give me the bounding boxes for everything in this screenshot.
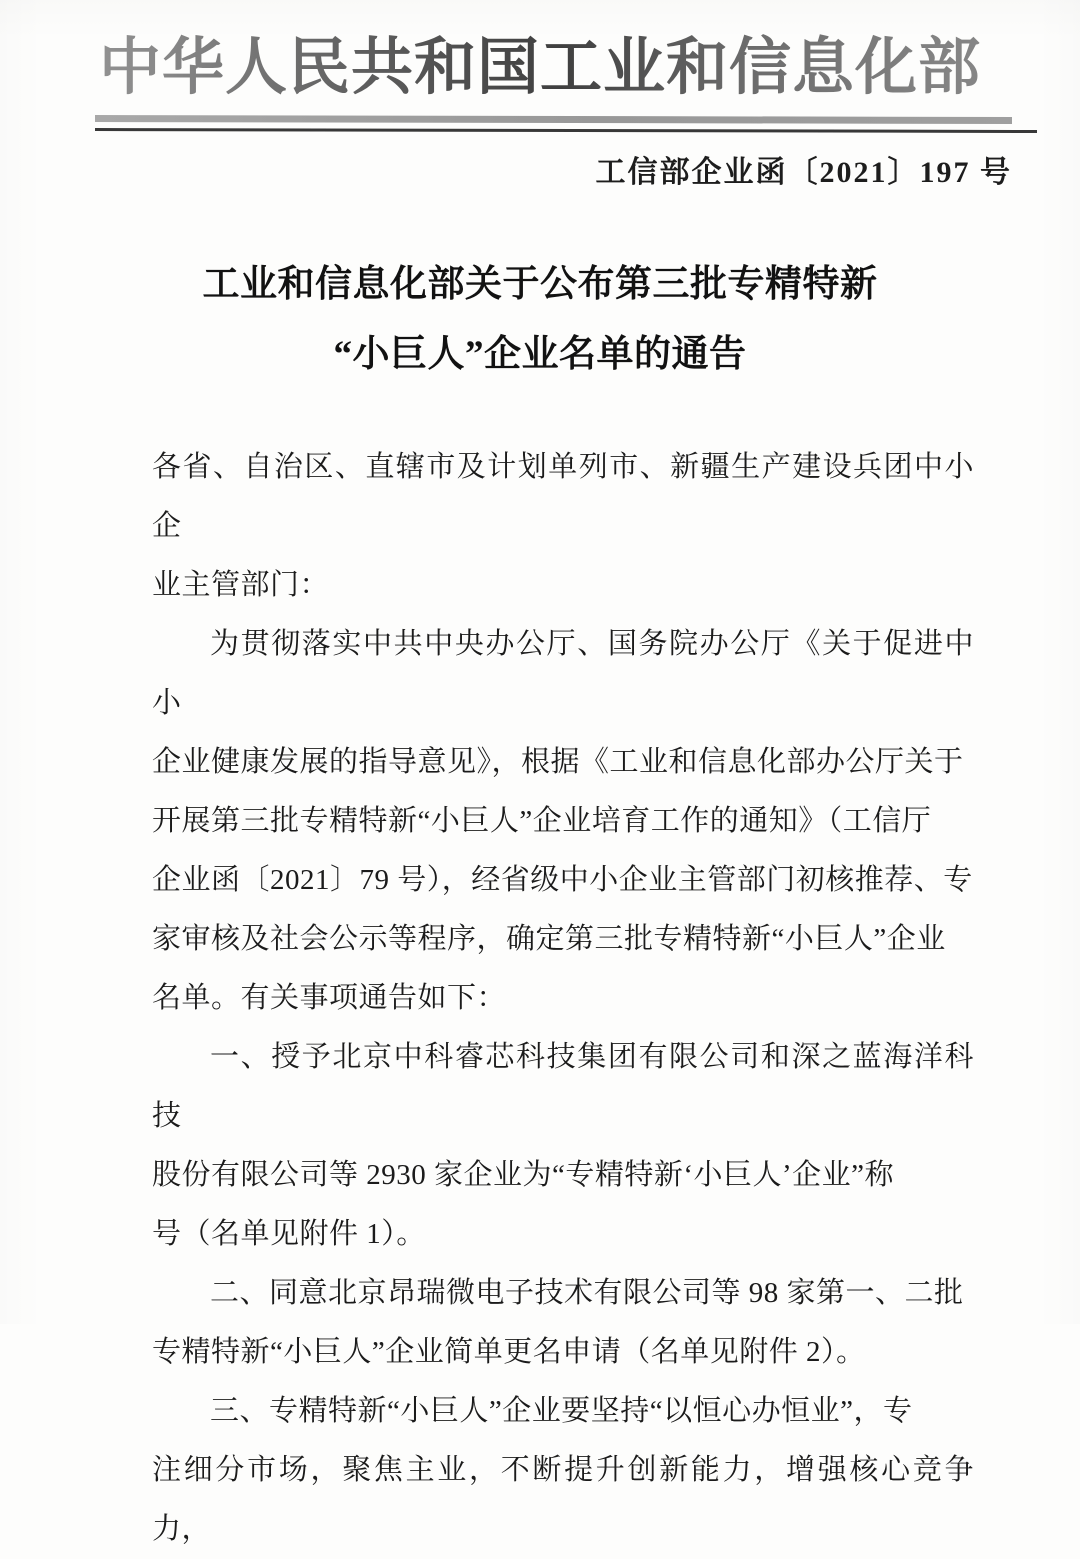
notice-body <box>152 438 974 1559</box>
letterhead-divider-thick <box>95 115 1012 124</box>
salutation-paragraph: 各省、自治区、直辖市及计划单列市、新疆生产建设兵团中小企 业主管部门： <box>152 451 974 601</box>
doc-number: 工信部企业函〔2021〕197 号 <box>595 156 1012 189</box>
letterhead-org-name: 中华人民共和国工业和信息化部 <box>0 24 1080 112</box>
intro-paragraph: 为贯彻落实中共中央办公厅、国务院办公厅《关于促进中小 企业健康发展的指导意见》，根据《工业和信息化部办公厅关于 开展第三批专精特新“小巨人”企业培育工作的通知》（工信厅 企业函〔2021〕79 号），经省级中小企业主管部门初核推荐、专 家审核及社会公示等程序，确定第三批专精特新“小巨人”企业 名单。有关事项通告如下： <box>152 628 974 1014</box>
item-3-paragraph: 三、专精特新“小巨人”企业要坚持“以恒心办恒业”，专 注细分市场，聚焦主业，不断提升创新能力，增强核心竞争力， <box>152 1395 974 1545</box>
notice-title-line2: “小巨人”企业名单的通告 <box>333 334 747 375</box>
notice-title-line1: 工业和信息化部关于公布第三批专精特新 <box>202 264 878 305</box>
item-2-paragraph: 二、同意北京昂瑞微电子技术有限公司等 98 家第一、二批 专精特新“小巨人”企业简单更名申请（名单见附件 2）。 <box>152 1277 964 1368</box>
notice-title <box>0 250 1080 390</box>
letterhead-divider-thin <box>95 128 1037 133</box>
item-1-paragraph: 一、授予北京中科睿芯科技集团有限公司和深之蓝海洋科技 股份有限公司等 2930 家企业为“专精特新‘小巨人’企业”称 号（名单见附件 1）。 <box>152 1041 974 1250</box>
